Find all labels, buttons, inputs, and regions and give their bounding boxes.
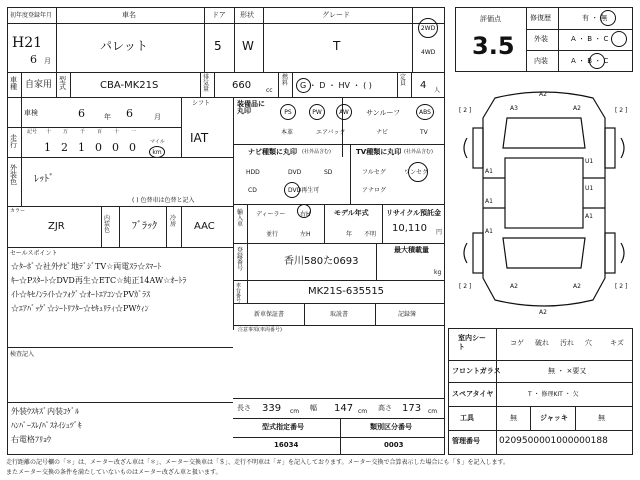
recycle-value: 10,110	[392, 223, 427, 234]
chassis-number: MK21S-635515	[308, 286, 385, 297]
sales-point-line: ☆ﾀｰﾎﾞ☆社外ﾅﾋﾞ地ﾃﾞｼﾞTV☆両電ｽﾗ☆ｽﾏｰﾄ	[11, 262, 162, 271]
drive-2wd-circle	[418, 18, 438, 38]
equip-navi: ナビ	[376, 129, 389, 136]
navi-title: ナビ種類に丸印	[248, 148, 297, 156]
warranty-new: 新車保証書	[254, 311, 285, 318]
import-label: 輸入車	[237, 209, 244, 228]
height-unit: cm	[428, 408, 438, 415]
equip-abs: ABS	[419, 108, 431, 116]
inspection-notes-label: 検査記入	[10, 351, 35, 358]
body-label: 形状	[240, 11, 254, 19]
diag-label-r2: [ 2 ]	[615, 283, 628, 290]
seat-option: コゲ	[510, 339, 524, 347]
model-year-label: モデル年式	[334, 209, 369, 217]
recycle-yen: 円	[436, 229, 443, 236]
diag-label-l2: [ 2 ]	[459, 283, 472, 290]
mileage-unit: 百	[97, 129, 103, 135]
tools-value: 無	[510, 414, 517, 422]
mileage-label: 走行	[10, 134, 17, 149]
chassis-label: 車台番号	[236, 283, 242, 304]
jack-value: 無	[598, 414, 605, 422]
import-right: 右H	[300, 211, 311, 218]
diag-label-rear: A2	[539, 309, 547, 316]
navi-dvd: DVD	[288, 169, 302, 176]
equip-tv: TV	[420, 129, 428, 136]
notes-label: 注意事項(車両番号)	[238, 327, 282, 333]
mileage-unit: 一	[131, 129, 137, 135]
equip-leather: 本革	[281, 129, 294, 136]
spare-value: T ・ 修理KIT ・ 欠	[528, 391, 579, 398]
import-parallel: 並行	[266, 231, 279, 238]
seat-label: 室内シート	[458, 334, 486, 352]
repair-label: 修復歴	[530, 14, 551, 22]
capacity-label: 定員	[400, 74, 407, 87]
registration-number: 香川580た0693	[284, 256, 359, 267]
mileage-unit: 万	[63, 129, 69, 135]
cc-unit: cc	[266, 87, 273, 94]
import-left: 左H	[300, 231, 311, 238]
category: 0003	[384, 441, 404, 449]
reg-year: H21	[12, 35, 43, 51]
mileage-unit: 十	[114, 129, 120, 135]
pw-circle	[309, 104, 325, 120]
evaluation-score: 3.5	[472, 32, 515, 60]
category-label: 類別区分番号	[370, 423, 412, 431]
warranty-record: 記録簿	[398, 311, 417, 318]
tv-analog: アナログ	[362, 187, 387, 194]
type-cert-label: 型式指定番号	[262, 423, 304, 431]
length-label: 長さ	[237, 404, 251, 412]
remark-line: 外装ｳｽｷｽﾞ内装ｺｹﾞﾙ	[11, 407, 79, 416]
drive-4wd: 4WD	[421, 49, 436, 56]
inspection-year-unit: 年	[104, 113, 111, 121]
exterior-color: ﾚｯﾄﾞ	[34, 174, 54, 185]
seat-option: 破れ	[535, 339, 549, 347]
diag-label-a1a: A1	[485, 168, 493, 175]
model-year-unit: 年	[346, 231, 353, 238]
car-name-label: 車名	[122, 11, 136, 19]
equip-airbag: エアバック	[316, 129, 346, 136]
capacity: 4	[420, 80, 427, 91]
color-code-label: カラー	[10, 208, 26, 214]
model-label: 型式	[59, 76, 66, 91]
grade-label: グレード	[322, 11, 350, 19]
tv-title: TV種類に丸印	[356, 148, 402, 156]
ps-circle	[280, 104, 296, 120]
max-load-unit: kg	[434, 269, 442, 276]
repair-opts: 有 ・ 無	[582, 14, 608, 22]
warranty-manual: 取説書	[330, 311, 349, 318]
diag-label-a1b: A1	[485, 198, 493, 205]
diag-label-a1c: A1	[585, 213, 593, 220]
spare-label: スペアタイヤ	[452, 390, 494, 398]
sales-points-label: セールスポイント	[10, 250, 58, 257]
car-damage-diagram	[455, 78, 633, 323]
inspection-month-unit: 月	[154, 113, 161, 121]
persons-unit: 人	[434, 87, 441, 94]
model-year-unknown: 不明	[364, 231, 377, 238]
navi-sd: SD	[324, 169, 333, 176]
equip-pw: PW	[312, 108, 322, 116]
sales-point-line: ☆ｴｱﾊﾞｯｸﾞ☆ｼｰﾄﾘﾌﾀｰ☆ｾｷｭﾘﾃｨ☆PWｳｨﾝ	[11, 304, 149, 313]
seat-option: 汚れ	[560, 339, 574, 347]
door-count: 5	[214, 39, 222, 53]
import-dealer: ディーラー	[256, 211, 286, 218]
sales-point-line: ｷｰ☆Pｽﾀｰﾄ☆DVD再生☆ETC☆純正14AW☆ｵｰﾄﾗ	[11, 276, 187, 285]
interior-color-label: 内装色	[104, 215, 111, 234]
ac-label: 冷房	[170, 215, 177, 228]
navi-cd: CD	[248, 187, 257, 194]
equip-ps: PS	[284, 108, 292, 116]
interior-color: ﾌﾞﾗｯｸ	[132, 221, 157, 232]
main-sheet	[7, 7, 445, 455]
diag-label-l1: [ 2 ]	[459, 107, 472, 114]
reg-month: 6	[30, 53, 37, 66]
displacement-label: 排気量	[203, 74, 210, 93]
tv-sub: (社外品含む)	[404, 149, 433, 155]
width-unit: cm	[358, 408, 368, 415]
height: 173	[402, 403, 422, 414]
equip-aw: AW	[339, 108, 349, 116]
navi-hdd: HDD	[246, 169, 260, 176]
tv-fullseg: フルセグ	[362, 169, 386, 176]
exterior-c-circle	[611, 31, 627, 47]
seat-option: キズ	[610, 339, 624, 347]
displacement: 660	[232, 80, 252, 91]
diag-label-rr: A2	[573, 283, 581, 290]
reg-month-unit: 月	[44, 57, 51, 65]
color-change-note: ( ) 色替車は色替と記入	[132, 197, 195, 204]
inspection-month: 6	[126, 107, 133, 120]
width-label: 幅	[310, 404, 317, 412]
navi-dvd-play: DVD再生可	[288, 187, 320, 194]
glass-value: 無 ・ ×要又	[548, 367, 587, 375]
car-name: パレット	[100, 39, 148, 53]
body-type: W	[242, 39, 254, 53]
mileage-digit: 0	[129, 141, 136, 154]
registration-label: 登録番号	[237, 247, 244, 272]
model: CBA-MK21S	[100, 80, 159, 91]
diag-label-fr: A2	[573, 105, 581, 112]
footer-line-2: またメーター交換の条件を満たしていないものはメーター改ざん車と扱います。	[6, 469, 222, 476]
width: 147	[334, 403, 354, 414]
equip-sunroof: サンルーフ	[366, 109, 401, 117]
length-unit: cm	[290, 408, 300, 415]
inspection-label-h: 車検	[24, 109, 38, 117]
mgmt-number: 0209500001000000188	[499, 436, 608, 446]
diag-label-r1: [ 2 ]	[615, 107, 628, 114]
mileage-digit: 1	[78, 141, 85, 154]
height-label: 高さ	[378, 404, 392, 412]
diag-label-a1d: A1	[485, 228, 493, 235]
vehicle-type: 自家用	[25, 80, 53, 90]
jack-label: ジャッキ	[540, 414, 568, 422]
diag-label-front: A2	[539, 91, 547, 98]
repair-none-circle	[600, 10, 616, 26]
mileage-digit: 1	[44, 141, 51, 154]
interior-b-circle	[589, 53, 605, 69]
tools-label: 工具	[460, 414, 474, 422]
diag-label-rl: A2	[510, 283, 518, 290]
parallel-circle	[297, 204, 311, 218]
interior-grade-label: 内装	[534, 57, 548, 65]
mileage-unit: 千	[80, 129, 86, 135]
inspection-year: 6	[78, 107, 85, 120]
drive-2wd: 2WD	[420, 24, 436, 32]
navi-sub: (社外品含む)	[302, 149, 331, 155]
exterior-color-label: 外装色	[10, 164, 17, 186]
equipment-title: 装備品に丸印	[237, 100, 265, 115]
type-cert: 16034	[274, 441, 299, 449]
shift: IAT	[190, 131, 209, 145]
mile-unit: マイル	[150, 139, 165, 145]
mileage-digit: 0	[95, 141, 102, 154]
diag-label-u1a: U1	[585, 158, 594, 165]
evaluation-label: 評価点	[480, 15, 501, 23]
fuel-options: G ・ D ・ HV ・ ( )	[300, 81, 372, 90]
km-unit: km	[152, 148, 162, 156]
remark-line: 右電格ﾌﾘｮｳ	[11, 435, 51, 444]
mileage-record-label: 記号	[27, 129, 38, 135]
interior-grade-opts: A ・ B ・ C	[571, 57, 609, 65]
diag-label-u1b: U1	[585, 185, 594, 192]
ac: AAC	[194, 221, 215, 232]
remark-line: ﾊﾝﾊﾟｰｽﾚ/ﾊﾟｽﾈｲｼｭﾂﾞｷ	[11, 421, 82, 430]
fuel-label: 燃料	[282, 74, 289, 87]
grade: T	[333, 39, 341, 53]
exterior-grade-opts: A ・ B ・ C	[571, 35, 609, 43]
glass-label: フロントガラス	[452, 367, 501, 375]
reg-year-label: 初年度登録年月	[10, 12, 53, 19]
mileage-unit: 十	[46, 129, 52, 135]
aw-circle	[336, 104, 352, 120]
shift-label: シフト	[192, 100, 211, 107]
sales-point-line: ｲﾄ☆ｷｾﾉﾝﾗｲﾄ☆ﾌｫｸﾞ☆ｵｰﾄｴｱｺﾝ☆PVｶﾞﾗｽ	[11, 290, 151, 299]
mgmt-label: 管理番号	[452, 437, 480, 445]
vehicle-type-label: 車種	[10, 76, 17, 91]
tv-oneseg: ワンセグ	[404, 169, 429, 176]
mileage-digit: 0	[112, 141, 119, 154]
seat-option: 穴	[585, 339, 592, 347]
length: 339	[262, 403, 282, 414]
exterior-grade-label: 外装	[534, 35, 548, 43]
door-label: ドア	[212, 11, 226, 19]
mileage-digit: 2	[61, 141, 68, 154]
abs-circle	[416, 104, 434, 120]
recycle-label: リサイクル預託金	[386, 209, 442, 217]
color-code: ZJR	[48, 221, 65, 232]
max-load-label: 最大積載量	[394, 246, 429, 254]
diag-label-fl: A3	[510, 105, 518, 112]
footer-line-1: 走行距離の記号欄の「＊」は、メーター改ざん車は「＊」、メーター交換車は「＄」、走行不明車は「＃」を記入しております。メーター交換で合算表示した場合にも「＄」を記入します。	[6, 459, 510, 466]
